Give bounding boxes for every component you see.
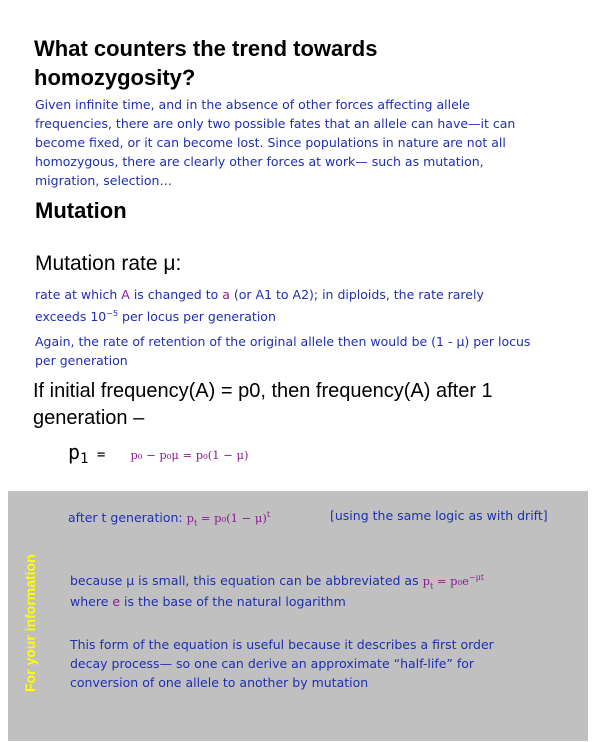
pt-formula — [186, 510, 271, 528]
rate-text: exceeds 10 — [35, 309, 107, 325]
where-text: is the base of the natural logarithm — [120, 594, 346, 609]
initial-frequency-line-1: If initial frequency(A) = p0, then frequency(A) after 1 — [33, 380, 493, 402]
retention-line: per generation — [35, 353, 128, 368]
rate-text: (or A1 to A2); in diploids, the rate rarely — [229, 287, 484, 302]
mutation-rate-heading: Mutation rate μ: — [35, 252, 182, 275]
form-line: This form of the equation is useful because it describes a first order — [70, 637, 494, 652]
intro-line: frequencies, there are only two possible fates that an allele can have—it can — [35, 116, 516, 131]
page-title — [34, 34, 377, 92]
p1-equals: = — [88, 447, 106, 463]
p1-equation — [68, 440, 248, 467]
where-text: where — [70, 594, 113, 609]
after-t-line — [68, 510, 270, 527]
mutation-heading: Mutation — [35, 198, 127, 223]
approx-formula — [422, 573, 485, 591]
e-symbol: e — [112, 594, 121, 609]
info-box — [8, 491, 588, 741]
pt-exp: t — [266, 510, 271, 520]
for-your-information-label: For your information — [22, 554, 38, 692]
approx-rhs: = p₀e — [433, 574, 469, 588]
approx-p: p — [422, 574, 430, 588]
pt-p: p — [186, 511, 194, 525]
pt-sub: t — [193, 518, 198, 528]
rate-text: per locus per generation — [118, 309, 276, 325]
rate-definition — [35, 285, 565, 326]
rate-text: is changed to — [129, 287, 223, 302]
form-paragraph — [70, 635, 494, 692]
because-line — [70, 573, 484, 590]
title-line-2: homozygosity? — [34, 65, 196, 90]
rate-definition-line-2 — [35, 304, 565, 326]
intro-line: migration, selection… — [35, 173, 172, 188]
title-line-1: What counters the trend towards — [34, 36, 378, 61]
retention-paragraph — [35, 332, 565, 370]
retention-line: Again, the rate of retention of the original allele then would be (1 - μ) per locus — [35, 334, 531, 349]
because-text: because μ is small, this equation can be abbreviated as — [70, 573, 423, 588]
intro-paragraph — [35, 95, 555, 190]
rate-text: rate at which — [35, 287, 122, 302]
intro-line: become fixed, or it can become lost. Since populations in nature are not all — [35, 135, 506, 150]
drift-note: [using the same logic as with drift] — [330, 508, 548, 523]
approx-exp: −μt — [468, 573, 485, 583]
allele-a: a — [222, 287, 230, 302]
intro-line: homozygous, there are clearly other forces at work— such as mutation, — [35, 154, 484, 169]
allele-A: A — [121, 287, 130, 302]
form-line: decay process— so one can derive an approximate “half-life” for — [70, 656, 475, 671]
form-line: conversion of one allele to another by mutation — [70, 675, 369, 690]
pt-rhs: = p₀(1 − μ) — [197, 511, 267, 525]
rate-exponent: −5 — [106, 309, 119, 318]
p1-label: p — [68, 440, 81, 464]
p1-subscript: 1 — [80, 451, 89, 468]
where-line — [70, 594, 346, 609]
after-t-text: after t generation: — [68, 510, 187, 525]
rate-definition-line-1 — [35, 285, 565, 304]
initial-frequency-line-2: generation – — [33, 407, 145, 429]
p1-formula: p₀ − p₀μ = p₀(1 − μ) — [130, 448, 249, 462]
intro-line: Given infinite time, and in the absence of other forces affecting allele — [35, 97, 470, 112]
approx-sub: t — [429, 581, 434, 591]
